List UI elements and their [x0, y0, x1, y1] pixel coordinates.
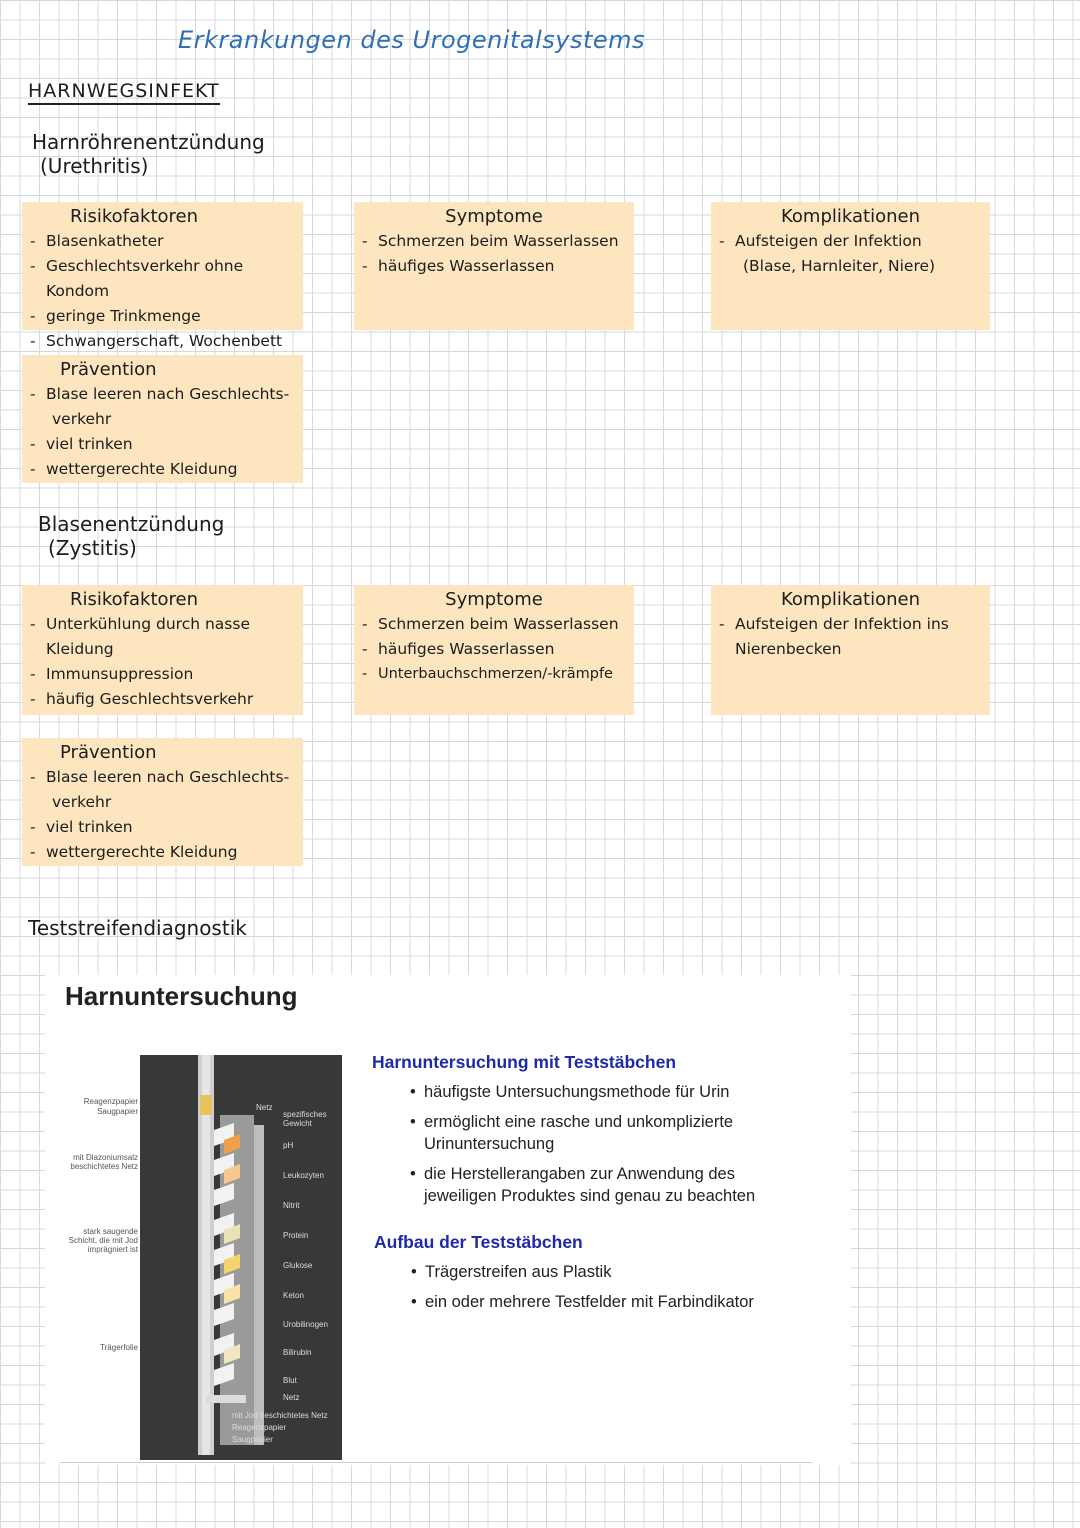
cystitis-heading — [38, 512, 224, 560]
cystitis-prevention-box — [22, 738, 303, 866]
label-netz-top: Netz — [256, 1103, 273, 1112]
cystitis-symptoms-box — [354, 585, 634, 715]
urethritis-subtitle: (Urethritis) — [40, 154, 149, 178]
label-leukozyten: Leukozyten — [283, 1171, 324, 1180]
list-item: - viel trinken — [30, 432, 295, 457]
list-item: - Aufsteigen der Infektion ins — [719, 612, 982, 637]
symptoms-title: Symptome — [445, 589, 543, 610]
label-reagenzpapier: Reagenzpapier — [83, 1097, 138, 1106]
label-traegerfolie: Trägerfolie — [100, 1343, 138, 1352]
risk-title: Risikofaktoren — [70, 589, 199, 610]
list-item: - Geschlechtsverkehr ohne Kondom — [30, 254, 295, 304]
label-ph: pH — [283, 1141, 294, 1150]
cystitis-subtitle: (Zystitis) — [48, 536, 137, 560]
section-heading: HARNWEGSINFEKT — [28, 80, 220, 105]
risk-title: Risikofaktoren — [70, 206, 199, 227]
label-saugpapier-bottom: Saugpapier — [232, 1435, 273, 1444]
prevention-title: Prävention — [60, 742, 157, 763]
list-item: - wettergerechte Kleidung — [30, 840, 295, 865]
list-item: • Trägerstreifen aus Plastik — [411, 1261, 811, 1283]
label-keton: Keton — [283, 1291, 304, 1300]
label-saugpapier: Saugpapier — [97, 1107, 138, 1116]
list-item: • häufigste Untersuchungsmethode für Urin — [410, 1081, 800, 1103]
label-reagenzpapier-bottom: Reagenzpapier — [232, 1423, 287, 1432]
urethritis-complications-box — [711, 202, 990, 330]
diagnostics-heading: Teststreifendiagnostik — [28, 916, 247, 940]
label-jod-netz: mit Jod beschichtetes Netz — [232, 1411, 328, 1420]
prevention-title: Prävention — [60, 359, 157, 380]
label-nitrit: Nitrit — [283, 1201, 300, 1210]
label-urobilinogen: Urobilinogen — [283, 1320, 328, 1329]
label-netz-bottom: Netz — [283, 1393, 300, 1402]
list-item: - Unterbauchschmerzen/-krämpfe — [362, 662, 626, 687]
list-item: - Blase leeren nach Geschlechts- — [30, 382, 295, 407]
label-diazonium-netz: mit Diazoniumsalz beschichtetes Netz — [70, 1153, 138, 1171]
list-item: • die Herstellerangaben zur Anwendung des jeweiligen Produktes sind genau zu beachten — [410, 1163, 800, 1207]
urethritis-risk-box — [22, 202, 303, 350]
list-item-continued: Nierenbecken — [735, 640, 842, 658]
list-item-continued: (Blase, Harnleiter, Niere) — [743, 257, 936, 275]
list-item: • ein oder mehrere Testfelder mit Farbindikator — [411, 1291, 811, 1313]
label-bilirubin: Bilirubin — [283, 1348, 312, 1357]
cystitis-title: Blasenentzündung — [38, 512, 225, 536]
list-item: - Blase leeren nach Geschlechts- — [30, 765, 295, 790]
urethritis-heading — [32, 130, 265, 178]
cystitis-risk-box — [22, 585, 303, 715]
list-item: - Schwangerschaft, Wochenbett — [30, 329, 295, 354]
label-saugende-schicht: stark saugende Schicht, die mit Jod imprägniert ist — [68, 1227, 138, 1254]
symptoms-title: Symptome — [445, 206, 543, 227]
list-item: - Unterkühlung durch nasse — [30, 612, 295, 637]
slide — [45, 975, 851, 1465]
list-item: - häufiges Wasserlassen — [362, 637, 626, 662]
list-item: - viel trinken — [30, 815, 295, 840]
list-item: • ermöglicht eine rasche und unkomplizierte Urinuntersuchung — [410, 1111, 800, 1155]
urethritis-title: Harnröhrenentzündung — [32, 130, 265, 154]
test-strip-figure — [140, 1055, 342, 1460]
list-item-continued: verkehr — [52, 410, 112, 428]
list-item: - häufiges Wasserlassen — [362, 254, 626, 279]
slide-title: Harnuntersuchung — [65, 981, 298, 1011]
list-item: - häufig Geschlechtsverkehr — [30, 687, 295, 712]
urethritis-prevention-box — [22, 355, 303, 483]
list-item: - Blasenkatheter — [30, 229, 295, 254]
complications-title: Komplikationen — [781, 206, 920, 227]
label-protein: Protein — [283, 1231, 309, 1240]
page-title: Erkrankungen des Urogenitalsystems — [178, 26, 646, 54]
list-item: - Schmerzen beim Wasserlassen — [362, 612, 626, 637]
label-blut: Blut — [283, 1376, 297, 1385]
list-item: - Aufsteigen der Infektion — [719, 229, 982, 254]
cystitis-complications-box — [711, 585, 990, 715]
complications-title: Komplikationen — [781, 589, 920, 610]
list-item-continued: Kleidung — [46, 640, 114, 658]
list-item: - Immunsuppression — [30, 662, 295, 687]
panel1-bullets — [410, 1081, 800, 1215]
label-spezifisches-gewicht: spezifisches Gewicht — [283, 1110, 327, 1128]
list-item-continued: verkehr — [52, 793, 112, 811]
list-item: - wettergerechte Kleidung — [30, 457, 295, 482]
list-item: - Schmerzen beim Wasserlassen — [362, 229, 626, 254]
panel1-title: Harnuntersuchung mit Teststäbchen — [372, 1052, 677, 1072]
list-item: - geringe Trinkmenge — [30, 304, 295, 329]
panel2-title: Aufbau der Teststäbchen — [374, 1232, 583, 1252]
slide-divider — [60, 1462, 812, 1463]
label-glukose: Glukose — [283, 1261, 313, 1270]
urethritis-symptoms-box — [354, 202, 634, 330]
panel2-bullets — [411, 1261, 811, 1321]
